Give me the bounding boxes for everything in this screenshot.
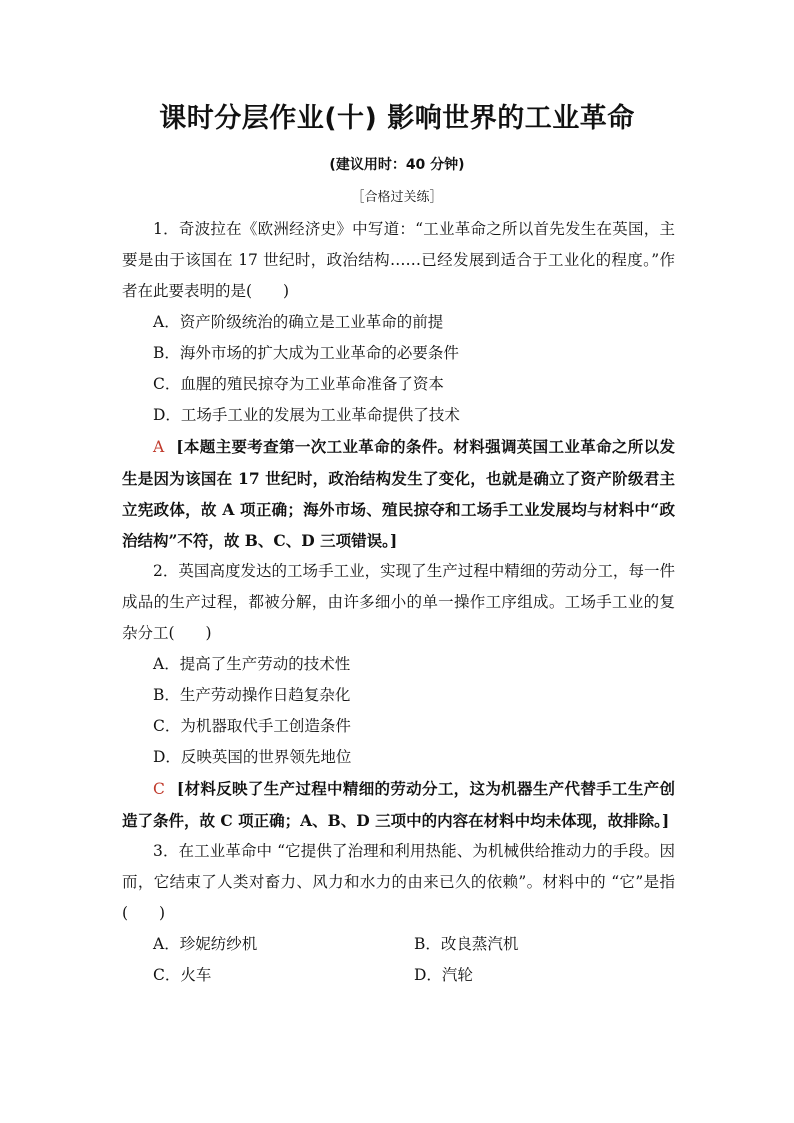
question-list — [122, 214, 675, 991]
suggested-time: (建议用时：40 分钟) — [329, 157, 465, 173]
option-b: B．海外市场的扩大成为工业革命的必要条件 — [153, 344, 459, 362]
option-row — [122, 960, 675, 991]
option-c: C．为机器取代手工创造条件 — [153, 717, 351, 735]
option-c: C．血腥的殖民掠夺为工业革命准备了资本 — [153, 375, 444, 393]
question-stem: 3．在工业革命中 “它提供了治理和利用热能、为机械供给推动力的手段。因而，它结束了人类对畜力、风力和水力的由来已久的依赖”。材料中的 “它”是指( ) — [122, 842, 675, 922]
option-a: A．资产阶级统治的确立是工业革命的前提 — [153, 313, 444, 331]
answer-explanation — [122, 773, 675, 836]
question-1 — [122, 214, 675, 556]
answer-key: C — [153, 780, 165, 798]
option-c: C．火车 — [153, 966, 212, 984]
option-row — [122, 929, 675, 960]
option-a: A．提高了生产劳动的技术性 — [153, 655, 351, 673]
explanation-text: [本题主要考查第一次工业革命的条件。材料强调英国工业革命之所以发生是因为该国在 17 世纪时，政治结构发生了变化，也就是确立了资产阶级君主立宪政体，故 A 项正确；海外市场、殖民掠夺和工场手工业发展均与材料中“政治结构”不符，故 B、C、D 三项错误。] — [122, 437, 675, 550]
option-a: A．珍妮纺纱机 — [153, 935, 258, 953]
question-2 — [122, 556, 675, 836]
question-stem: 1．奇波拉在《欧洲经济史》中写道：“工业革命之所以首先发生在英国，主要是由于该国在 17 世纪时，政治结构……已经发展到适合于工业化的程度。”作者在此要表明的是( ) — [122, 220, 675, 300]
question-stem: 2．英国高度发达的工场手工业，实现了生产过程中精细的劳动分工，每一件成品的生产过程，都被分解，由许多细小的单一操作工序组成。工场手工业的复杂分工( ) — [122, 562, 675, 642]
explanation-text: [材料反映了生产过程中精细的劳动分工，这为机器生产代替手工生产创造了条件，故 C 项正确；A、B、D 三项中的内容在材料中均未体现，故排除。] — [122, 779, 675, 830]
option-d: D．反映英国的世界领先地位 — [153, 748, 352, 766]
option-d: D．工场手工业的发展为工业革命提供了技术 — [153, 406, 460, 424]
page-title: 课时分层作业(十) 影响世界的工业革命 — [159, 103, 635, 134]
answer-explanation — [122, 431, 675, 556]
option-d: D．汽轮 — [414, 966, 473, 984]
section-heading: ［合格过关练］ — [351, 190, 443, 205]
option-b: B．生产劳动操作日趋复杂化 — [153, 686, 351, 704]
question-3 — [122, 836, 675, 991]
answer-key: A — [153, 438, 165, 456]
option-b: B．改良蒸汽机 — [414, 935, 519, 953]
